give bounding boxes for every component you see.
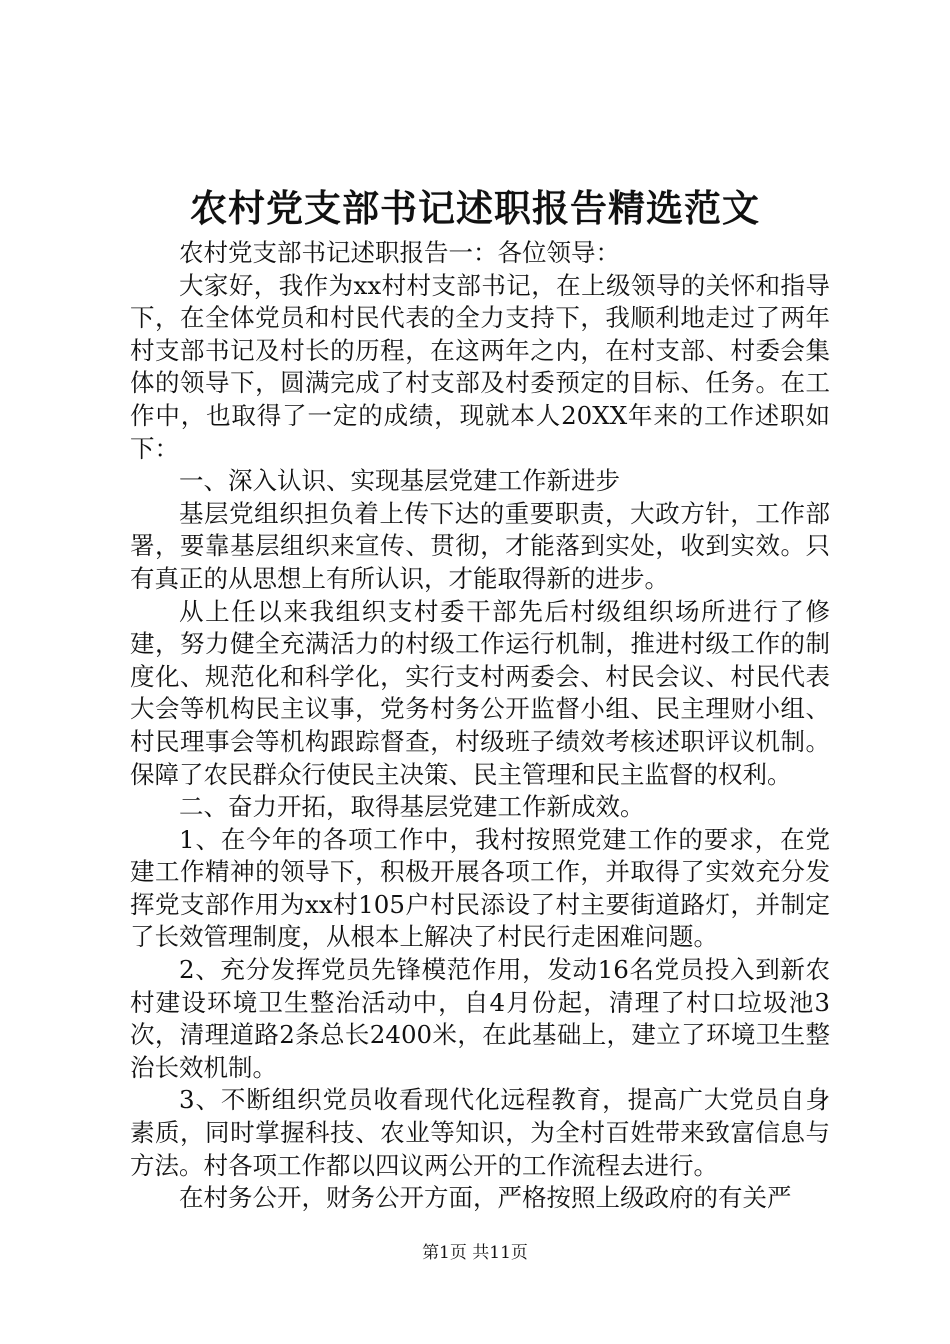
paragraph-item-1: 1、在今年的各项工作中，我村按照党建工作的要求，在党建工作精神的领导下，积极开展各项工作，并取得了实效充分发挥党支部作用为xx村105户村民添设了村主要街道路灯，并制定了长效管理制度，从根本上解决了村民行走困难问题。 bbox=[130, 824, 830, 952]
paragraph-transparency: 在村务公开，财务公开方面，严格按照上级政府的有关严 bbox=[179, 1183, 792, 1213]
paragraph-section-1-b: 从上任以来我组织支村委干部先后村级组织场所进行了修建，努力健全充满活力的村级工作运行机制，推进村级工作的制度化、规范化和科学化，实行支村两委会、村民会议、村民代表大会等机构民主议事，党务村务公开监督小组、民主理财小组、村民理事会等机构跟踪督查，村级班子绩效考核述职评议机制。保障了农民群众行使民主决策、民主管理和民主监督的权利。 bbox=[130, 596, 830, 789]
document-body bbox=[130, 237, 830, 1215]
paragraph-item-2: 2、充分发挥党员先锋模范作用，发动16名党员投入到新农村建设环境卫生整治活动中，自4月份起，清理了村口垃圾池3次，清理道路2条总长2400米，在此基础上，建立了环境卫生整治长效机制。 bbox=[130, 955, 830, 1082]
document-title: 农村党支部书记述职报告精选范文 bbox=[190, 186, 760, 230]
page-number-footer: 第1页 共11页 bbox=[422, 1243, 528, 1263]
paragraph-section-1-a: 基层党组织担负着上传下达的重要职责，大政方针，工作部署，要靠基层组织来宣传、贯彻，才能落到实处，收到实效。只有真正的从思想上有所认识，才能取得新的进步。 bbox=[130, 498, 830, 593]
paragraph-intro: 大家好，我作为xx村村支部书记，在上级领导的关怀和指导下，在全体党员和村民代表的全力支持下，我顺利地走过了两年村支部书记及村长的历程，在这两年之内，在村支部、村委会集体的领导下，圆满完成了村支部及村委预定的目标、任务。在工作中，也取得了一定的成绩，现就本人20XX年来的工作述职如下： bbox=[130, 270, 830, 463]
paragraph-greeting: 农村党支部书记述职报告一：各位领导： bbox=[179, 238, 620, 267]
section-heading-1: 一、深入认识、实现基层党建工作新进步 bbox=[179, 466, 620, 496]
section-heading-2: 二、奋力开拓，取得基层党建工作新成效。 bbox=[179, 792, 645, 822]
paragraph-item-3: 3、不断组织党员收看现代化远程教育，提高广大党员自身素质，同时掌握科技、农业等知识，为全村百姓带来致富信息与方法。村各项工作都以四议两公开的工作流程去进行。 bbox=[130, 1085, 830, 1180]
